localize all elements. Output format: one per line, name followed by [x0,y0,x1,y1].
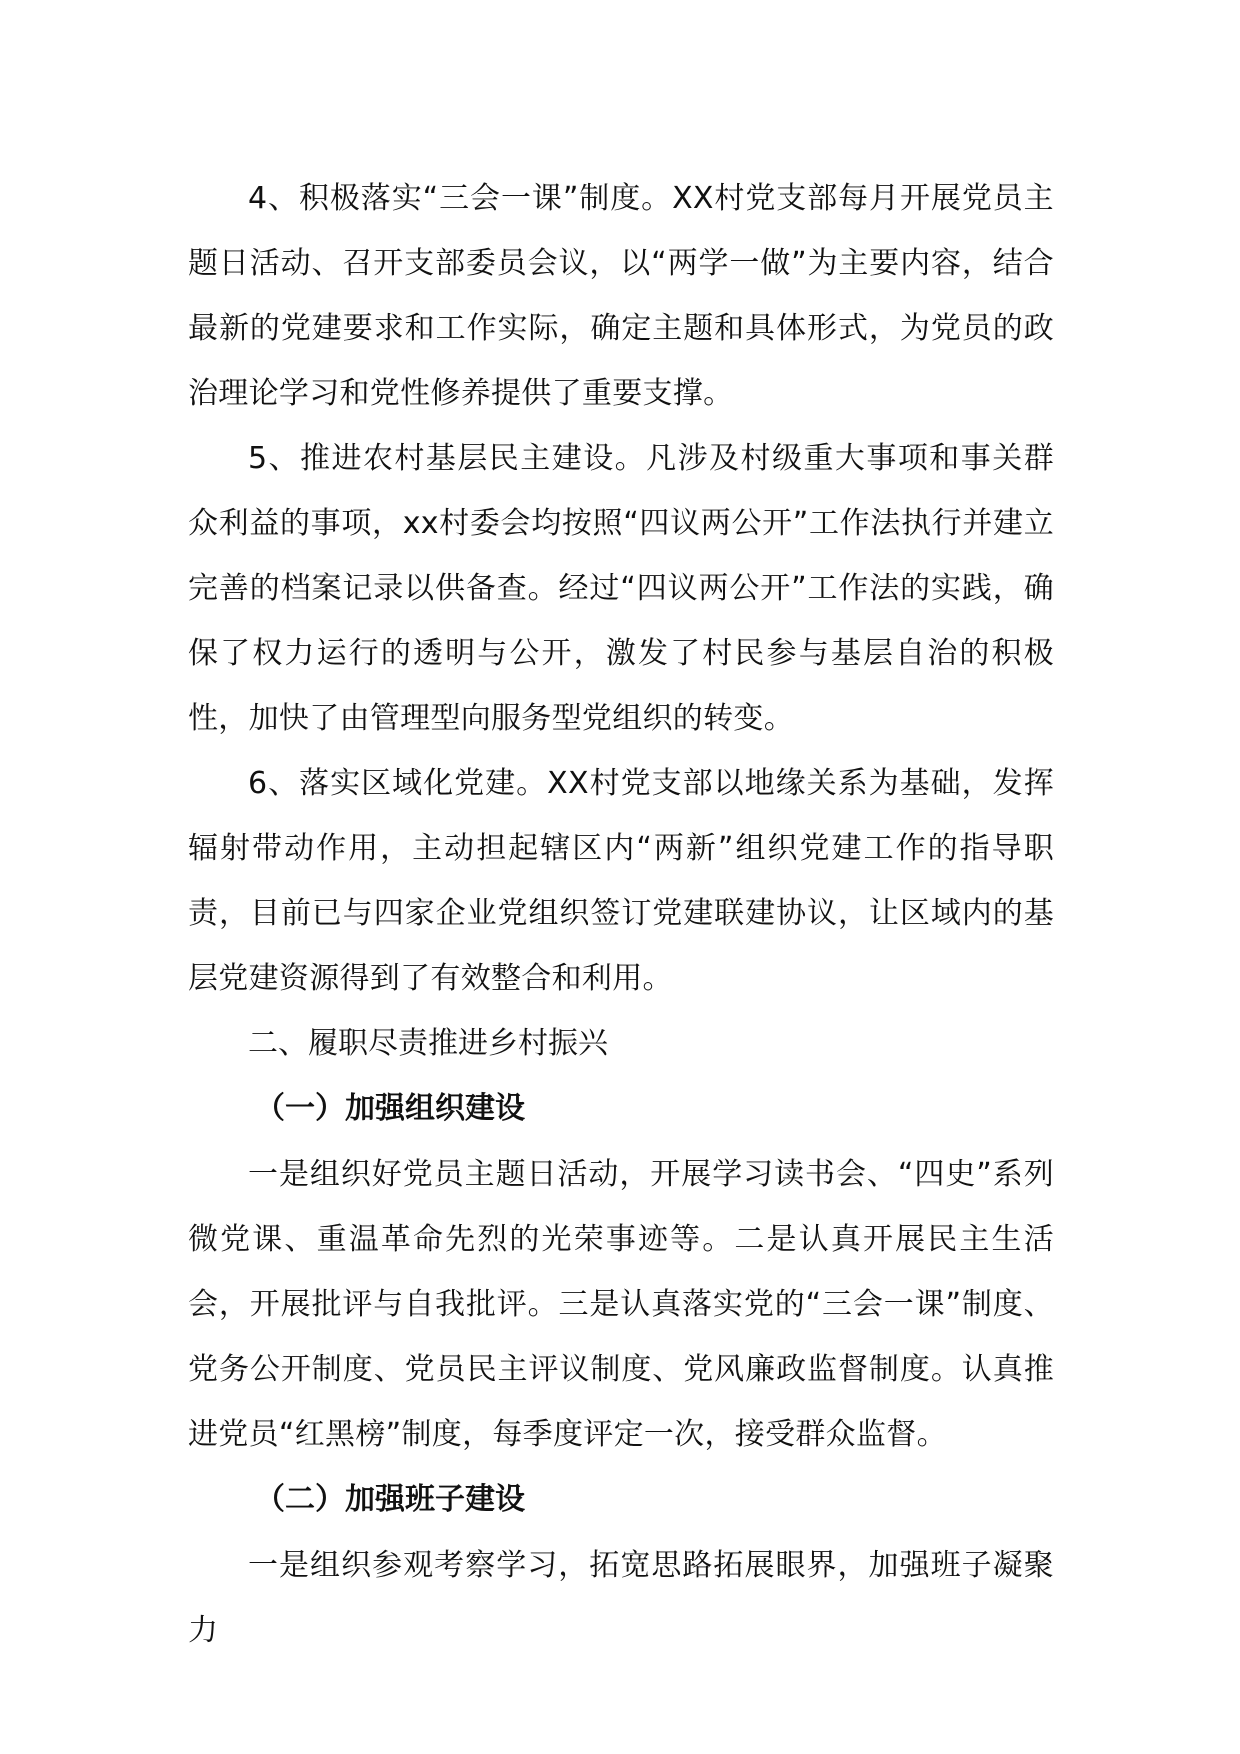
subheading-organization: （一）加强组织建设 [255,1091,525,1126]
paragraph-6: 6、落实区域化党建。XX村党支部以地缘关系为基础，发挥辐射带动作用，主动担起辖区内“两新”组织党建工作的指导职责，目前已与四家企业党组织签订党建联建协议，让区域内的基层党建资源得到了有效整合和利用。 [188,766,1054,996]
section-heading-2: 二、履职尽责推进乡村振兴 [248,1026,608,1061]
subheading-team: （二）加强班子建设 [255,1482,525,1517]
paragraph-organization: 一是组织好党员主题日活动，开展学习读书会、“四史”系列微党课、重温革命先烈的光荣事迹等。二是认真开展民主生活会，开展批评与自我批评。三是认真落实党的“三会一课”制度、党务公开制度、党员民主评议制度、党风廉政监督制度。认真推进党员“红黑榜”制度，每季度评定一次，接受群众监督。 [188,1157,1054,1452]
paragraph-4: 4、积极落实“三会一课”制度。XX村党支部每月开展党员主题日活动、召开支部委员会议，以“两学一做”为主要内容，结合最新的党建要求和工作实际，确定主题和具体形式，为党员的政治理论学习和党性修养提供了重要支撑。 [188,181,1054,411]
paragraph-team: 一是组织参观考察学习，拓宽思路拓展眼界，加强班子凝聚力 [188,1548,1054,1648]
document-body [188,166,1054,1663]
paragraph-5: 5、推进农村基层民主建设。凡涉及村级重大事项和事关群众利益的事项，xx村委会均按照“四议两公开”工作法执行并建立完善的档案记录以供备查。经过“四议两公开”工作法的实践，确保了权力运行的透明与公开，激发了村民参与基层自治的积极性，加快了由管理型向服务型党组织的转变。 [188,441,1054,736]
